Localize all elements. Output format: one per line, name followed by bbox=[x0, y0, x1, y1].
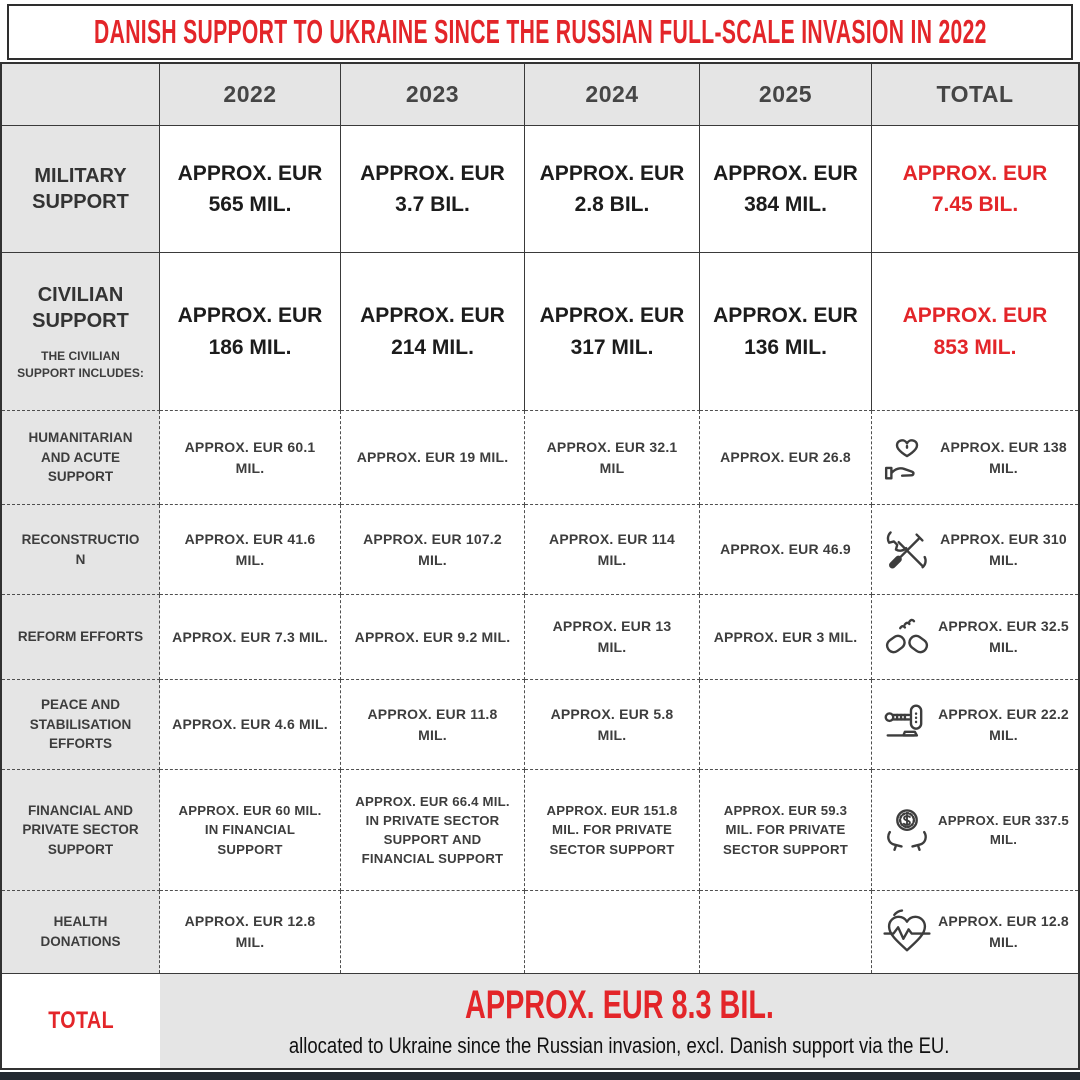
civilian-row bbox=[2, 253, 1078, 411]
humanitarian-total-cell: APPROX. EUR 138 MIL. bbox=[940, 438, 1067, 476]
heart-pulse-icon bbox=[880, 907, 934, 957]
col-header-2024: 2024 bbox=[585, 81, 639, 107]
heart-giving-icon bbox=[880, 433, 934, 483]
financial-total-cell: APPROX. EUR 337.5 MIL. bbox=[938, 812, 1069, 847]
humanitarian-2022-cell: APPROX. EUR 60.1 MIL. bbox=[184, 438, 316, 476]
financial-2023-cell: APPROX. EUR 66.4 MIL. IN PRIVATE SECTOR SUPPORT AND FINANCIAL SUPPORT bbox=[355, 793, 510, 867]
civilian-sublabel: THE CIVILIAN SUPPORT INCLUDES: bbox=[17, 348, 144, 380]
support-table bbox=[0, 62, 1080, 1070]
financial-label: FINANCIAL AND PRIVATE SECTOR SUPPORT bbox=[22, 802, 139, 857]
total-label: TOTAL bbox=[48, 1007, 114, 1034]
reconstruction-2025-cell: APPROX. EUR 46.9 bbox=[720, 541, 851, 557]
peace-2022-cell: APPROX. EUR 4.6 MIL. bbox=[172, 716, 328, 732]
health-total-cell: APPROX. EUR 12.8 MIL. bbox=[938, 913, 1069, 950]
reform-total-cell: APPROX. EUR 32.5 MIL. bbox=[938, 618, 1069, 655]
reconstruction-label: RECONSTRUCTION bbox=[21, 531, 140, 567]
col-header-2023: 2023 bbox=[405, 81, 460, 107]
coin-hands-icon bbox=[880, 805, 934, 855]
tools-icon bbox=[880, 525, 934, 575]
civilian-2023-cell: APPROX. EUR 214 MIL. bbox=[360, 304, 505, 359]
page-title: DANISH SUPPORT TO UKRAINE SINCE THE RUSSIAN FULL-SCALE INVASION IN 2022 bbox=[93, 13, 987, 50]
military-label: MILITARY SUPPORT bbox=[32, 165, 129, 213]
reform-row bbox=[2, 595, 1078, 680]
peace-row bbox=[2, 680, 1078, 770]
reform-label: REFORM EFFORTS bbox=[17, 629, 144, 645]
reconstruction-row bbox=[2, 505, 1078, 595]
reform-2022-cell: APPROX. EUR 7.3 MIL. bbox=[172, 628, 328, 645]
military-2025-cell: APPROX. EUR 384 MIL. bbox=[713, 161, 858, 216]
peace-total-cell: APPROX. EUR 22.2 MIL. bbox=[938, 705, 1069, 743]
civilian-2022-cell: APPROX. EUR 186 MIL. bbox=[177, 304, 323, 359]
health-2022-cell: APPROX. EUR 12.8 MIL. bbox=[184, 913, 316, 950]
financial-2022-cell: APPROX. EUR 60 MIL. IN FINANCIAL SUPPORT bbox=[178, 803, 322, 857]
civilian-label: CIVILIAN SUPPORT bbox=[32, 283, 129, 332]
grand-total-amount: APPROX. EUR 8.3 BIL. bbox=[464, 983, 774, 1027]
humanitarian-2024-cell: APPROX. EUR 32.1 MIL bbox=[546, 438, 678, 476]
peace-2024-cell: APPROX. EUR 5.8 MIL. bbox=[550, 705, 674, 743]
civilian-total-cell: APPROX. EUR 853 MIL. bbox=[902, 304, 1048, 359]
reform-2025-cell: APPROX. EUR 3 MIL. bbox=[713, 628, 858, 645]
reform-2023-cell: APPROX. EUR 9.2 MIL. bbox=[354, 628, 511, 645]
humanitarian-row bbox=[2, 411, 1078, 505]
reform-2024-cell: APPROX. EUR 13 MIL. bbox=[552, 618, 672, 655]
reconstruction-2022-cell: APPROX. EUR 41.6 MIL. bbox=[184, 530, 316, 568]
financial-row bbox=[2, 770, 1078, 891]
corner-cell bbox=[2, 64, 160, 126]
title-banner bbox=[7, 4, 1073, 60]
header-row bbox=[2, 64, 1078, 126]
civilian-2025-cell: APPROX. EUR 136 MIL. bbox=[713, 304, 858, 359]
military-total-cell: APPROX. EUR 7.45 BIL. bbox=[902, 161, 1048, 216]
humanitarian-label: HUMANITARIAN AND ACUTE SUPPORT bbox=[28, 430, 133, 485]
humanitarian-2023-cell: APPROX. EUR 19 MIL. bbox=[356, 449, 509, 465]
health-row bbox=[2, 891, 1078, 973]
reconstruction-total-cell: APPROX. EUR 310 MIL. bbox=[940, 530, 1067, 568]
reconstruction-2023-cell: APPROX. EUR 107.2 MIL. bbox=[363, 530, 502, 568]
col-header-2025: 2025 bbox=[758, 81, 813, 107]
col-header-total: TOTAL bbox=[936, 81, 1014, 107]
gavel-icon bbox=[880, 700, 934, 750]
financial-2024-cell: APPROX. EUR 151.8 MIL. FOR PRIVATE SECTOR SUPPORT bbox=[546, 803, 678, 857]
humanitarian-2025-cell: APPROX. EUR 26.8 bbox=[720, 449, 851, 465]
civilian-2024-cell: APPROX. EUR 317 MIL. bbox=[539, 304, 685, 359]
bottom-bar bbox=[0, 1072, 1080, 1080]
military-2024-cell: APPROX. EUR 2.8 BIL. bbox=[539, 161, 685, 216]
reconstruction-2024-cell: APPROX. EUR 114 MIL. bbox=[549, 530, 675, 568]
military-2023-cell: APPROX. EUR 3.7 BIL. bbox=[360, 161, 505, 216]
military-row bbox=[2, 126, 1078, 253]
total-row bbox=[2, 973, 1078, 1068]
financial-2025-cell: APPROX. EUR 59.3 MIL. FOR PRIVATE SECTOR SUPPORT bbox=[723, 803, 848, 857]
col-header-2022: 2022 bbox=[223, 81, 277, 107]
health-label: HEALTH DONATIONS bbox=[40, 914, 121, 949]
peace-2023-cell: APPROX. EUR 11.8 MIL. bbox=[367, 705, 498, 743]
peace-label: PEACE AND STABILISATION EFFORTS bbox=[29, 697, 132, 752]
grand-total-note: allocated to Ukraine since the Russian invasion, excl. Danish support via the EU. bbox=[288, 1033, 950, 1058]
military-2022-cell: APPROX. EUR 565 MIL. bbox=[177, 161, 323, 216]
fist-bump-icon bbox=[880, 612, 934, 662]
